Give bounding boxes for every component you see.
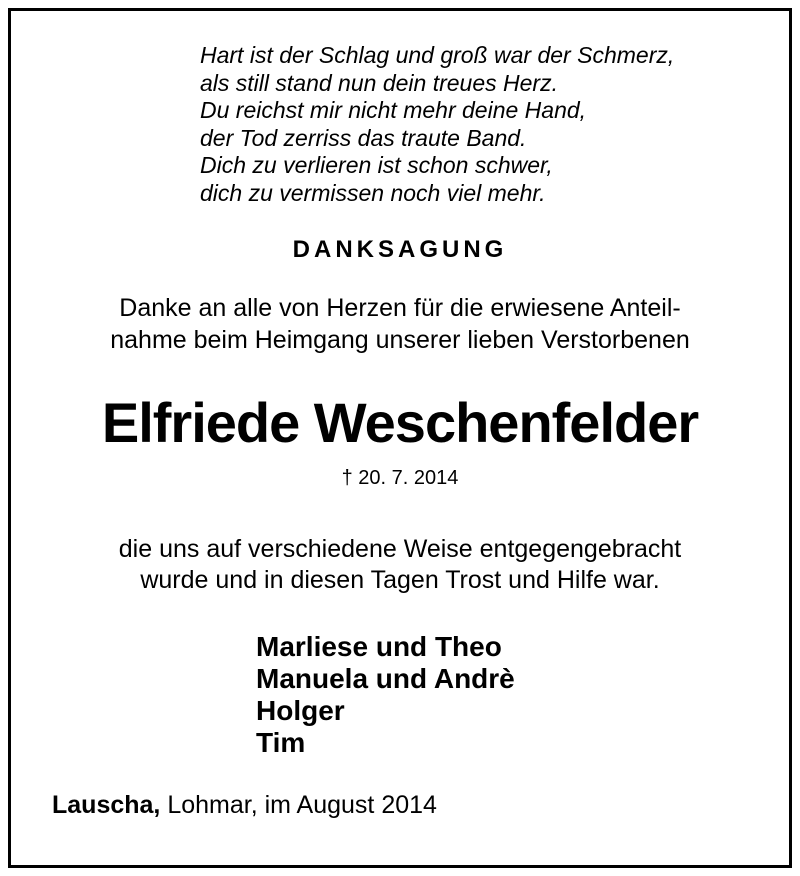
outro-text <box>0 534 800 596</box>
intro-line: nahme beim Heimgang unserer lieben Verstorbenen <box>110 326 690 354</box>
place-secondary: Lohmar, im August 2014 <box>160 791 437 819</box>
deceased-name: Elfriede Weschenfelder <box>101 391 699 454</box>
signer-name: Holger <box>256 695 345 726</box>
poem-line: Dich zu verlieren ist schon schwer, <box>200 152 553 178</box>
intro-text <box>0 292 800 356</box>
poem-line: Du reichst mir nicht mehr deine Hand, <box>200 97 587 123</box>
signer-name: Tim <box>256 727 306 758</box>
poem-line: dich zu vermissen noch viel mehr. <box>200 179 546 206</box>
signers <box>256 631 515 759</box>
signer-name: Manuela und Andrè <box>256 663 515 694</box>
heading: DANKSAGUNG <box>292 236 508 263</box>
intro-line: Danke an alle von Herzen für die erwiesene Anteil- <box>119 294 681 322</box>
place-date <box>52 789 437 821</box>
poem-line: der Tod zerriss das traute Band. <box>200 124 527 151</box>
place-primary: Lauscha, <box>52 791 161 819</box>
outro-line: wurde und in diesen Tagen Trost und Hilfe war. <box>140 566 660 594</box>
poem <box>200 42 780 207</box>
poem-line: als still stand nun dein treues Herz. <box>200 69 558 96</box>
outro-line: die uns auf verschiedene Weise entgegengebracht <box>118 535 682 563</box>
signer-name: Marliese und Theo <box>256 631 502 662</box>
poem-line: Hart ist der Schlag und groß war der Schmerz, <box>200 42 675 68</box>
death-date: † 20. 7. 2014 <box>341 467 459 489</box>
